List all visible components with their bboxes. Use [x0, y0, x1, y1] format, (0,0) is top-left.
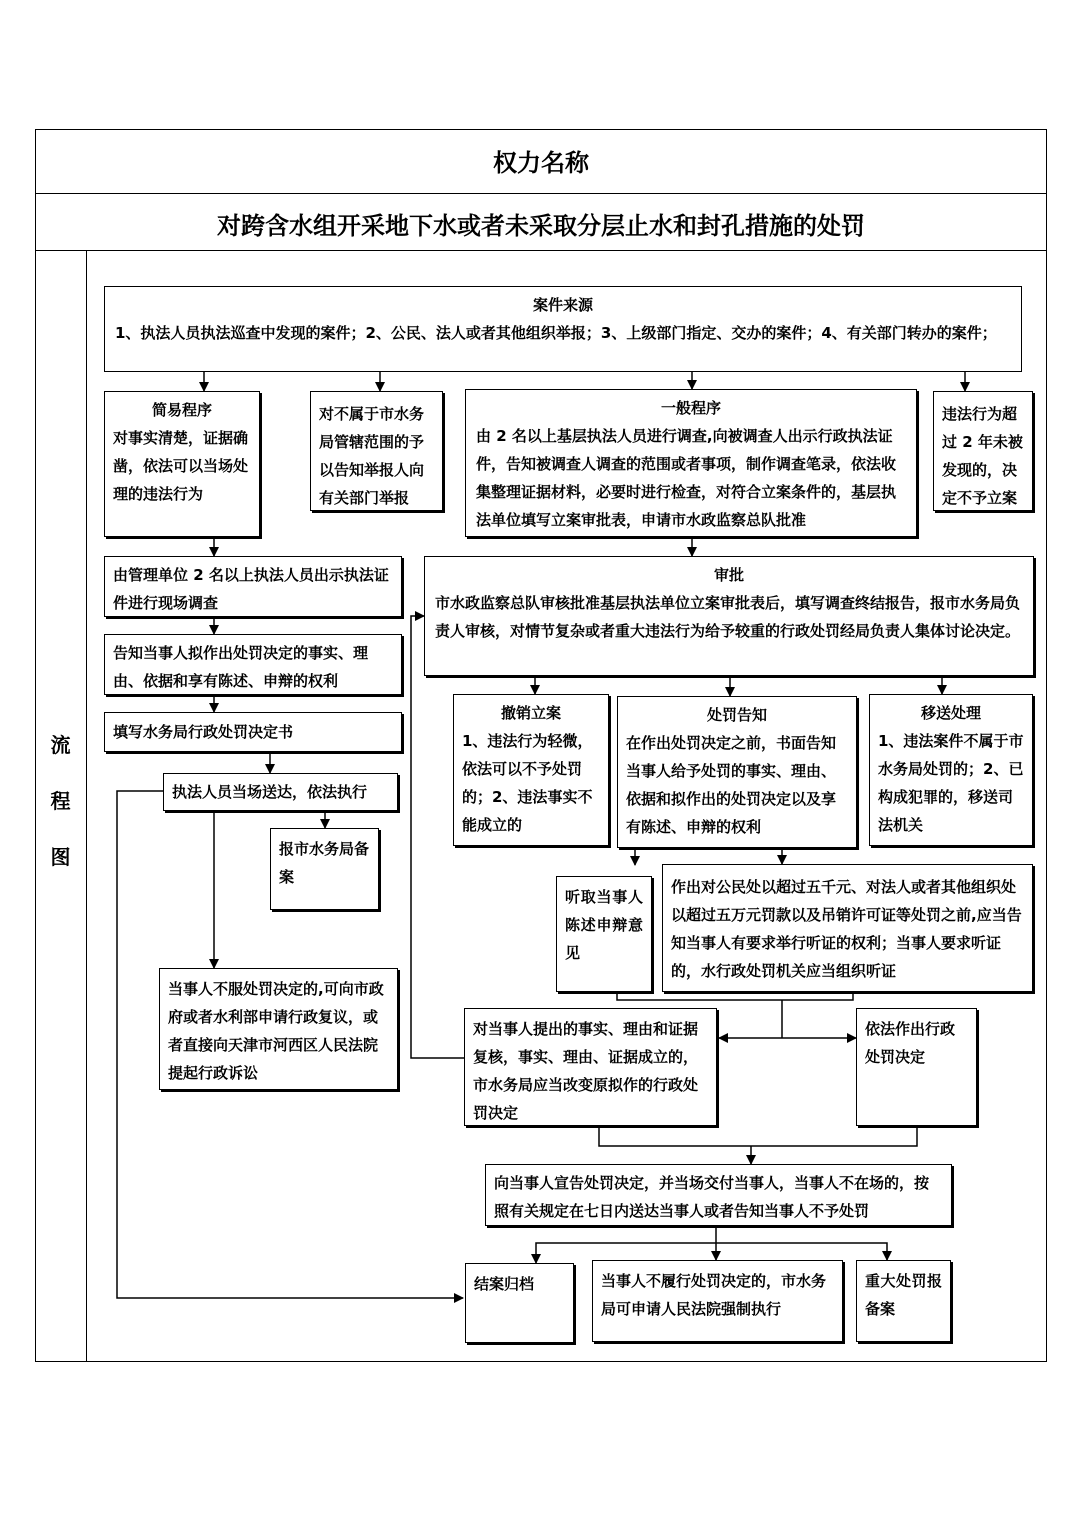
review-box — [464, 1008, 717, 1126]
enforce-box — [592, 1260, 843, 1342]
fill-decision-box — [104, 712, 402, 752]
side-label-char-2: 程 — [50, 789, 71, 813]
review-text: 对当事人提出的事实、理由和证据复核，事实、理由、证据成立的，市水务局应当改变原拟作的行政处罚决定 — [473, 1020, 699, 1122]
power-name-title: 对跨含水组开采地下水或者未采取分层止水和封孔措施的处罚 — [217, 212, 865, 240]
not-jurisdiction-text: 对不属于市水务局管辖范围的予以告知举报人向有关部门举报 — [319, 405, 425, 507]
case-source-title: 案件来源 — [532, 296, 593, 314]
deliver-box — [163, 773, 398, 811]
appeal-box — [159, 968, 398, 1090]
hear-statement-text: 听取当事人陈述申辩意见 — [565, 888, 643, 962]
simple-procedure-title: 简易程序 — [151, 401, 212, 419]
revoke-case-title: 撤销立案 — [500, 704, 561, 722]
arrow-to-major — [716, 1243, 887, 1260]
side-label-char-3: 图 — [50, 845, 71, 869]
announce-text: 向当事人宣告处罚决定，并当场交付当事人，当事人不在场的，按照有关规定在七日内送达当事人或者告知当事人不予处罚 — [494, 1174, 930, 1220]
hear-statement-box — [556, 876, 652, 992]
enforce-text: 当事人不履行处罚决定的，市水务局可申请人民法院强制执行 — [601, 1272, 827, 1318]
transfer-text: 1、违法案件不属于市水务局处罚的；2、已构成犯罪的，移送司法机关 — [878, 732, 1024, 834]
merge-line-2 — [599, 1126, 917, 1146]
legal-decision-box — [856, 1008, 977, 1126]
general-procedure-box — [465, 389, 917, 537]
deliver-text: 执法人员当场送达，依法执行 — [172, 783, 368, 801]
case-source-text: 1、执法人员执法巡查中发现的案件；2、公民、法人或者其他组织举报；3、上级部门指定、交办的案件；4、有关部门转办的案件； — [115, 324, 997, 342]
legal-decision-text: 依法作出行政处罚决定 — [865, 1020, 956, 1066]
not-jurisdiction-box — [310, 391, 443, 511]
close-case-box — [465, 1263, 574, 1343]
header-label: 权力名称 — [493, 149, 589, 177]
notify-rights-box — [104, 634, 402, 695]
overdue-text: 违法行为超过 2 年未被发现的，决定不予立案 — [942, 405, 1023, 507]
notify-rights-text: 告知当事人拟作出处罚决定的事实、理由、依据和享有陈述、申辩的权利 — [113, 644, 369, 690]
close-case-text: 结案归档 — [474, 1275, 535, 1293]
hearing-right-box — [662, 864, 1033, 992]
general-procedure-title: 一般程序 — [660, 399, 721, 417]
announce-box — [485, 1164, 952, 1226]
penalty-notice-text: 在作出处罚决定之前，书面告知当事人给予处罚的事实、理由、依据和拟作出的处罚决定以及享有陈述、申辩的权利 — [626, 734, 837, 836]
fill-decision-text: 填写水务局行政处罚决定书 — [113, 723, 294, 741]
side-label-char-1: 流 — [50, 733, 71, 757]
general-procedure-text: 由 2 名以上基层执法人员进行调查,向被调查人出示行政执法证件，告知被调查人调查的范围或者事项，制作调查笔录，依法收集整理证据材料，必要时进行检查，对符合立案条件的，基层执法单位填写立案审批表，申请市水政监察总队批准 — [476, 427, 897, 529]
approval-text: 市水政监察总队审核批准基层执法单位立案审批表后，填写调查终结报告，报市水务局负责人审核，对情节复杂或者重大违法行为给予较重的行政处罚经局负责人集体讨论决定。 — [435, 594, 1021, 640]
report-record-box — [270, 828, 379, 910]
revoke-case-text: 1、违法行为轻微，依法可以不予处罚的；2、违法事实不能成立的 — [462, 732, 593, 834]
penalty-notice-title: 处罚告知 — [706, 706, 767, 724]
onsite-investigation-box — [104, 556, 402, 617]
case-source-box — [104, 286, 1022, 372]
approval-title: 审批 — [713, 566, 744, 584]
penalty-notice-box — [617, 696, 857, 848]
revoke-case-box — [453, 694, 609, 846]
transfer-title: 移送处理 — [920, 704, 981, 722]
report-record-text: 报市水务局备案 — [279, 840, 370, 886]
merge-line — [617, 993, 853, 1000]
major-penalty-text: 重大处罚报备案 — [865, 1272, 942, 1318]
overdue-box — [933, 391, 1033, 511]
onsite-investigation-text: 由管理单位 2 名以上执法人员出示执法证件进行现场调查 — [113, 566, 389, 612]
simple-procedure-text: 对事实清楚，证据确凿，依法可以当场处理的违法行为 — [113, 429, 249, 503]
transfer-box — [869, 694, 1033, 846]
major-penalty-box — [856, 1260, 951, 1342]
appeal-text: 当事人不服处罚决定的,可向市政府或者水利部申请行政复议，或者直接向天津市河西区人民法院提起行政诉讼 — [168, 980, 384, 1082]
simple-procedure-box — [104, 391, 260, 537]
hearing-right-text: 作出对公民处以超过五千元、对法人或者其他组织处以超过五万元罚款以及吊销许可证等处罚之前,应当告知当事人有要求举行听证的权利；当事人要求听证的，水行政处罚机关应当组织听证 — [671, 878, 1022, 980]
approval-box — [424, 556, 1034, 676]
